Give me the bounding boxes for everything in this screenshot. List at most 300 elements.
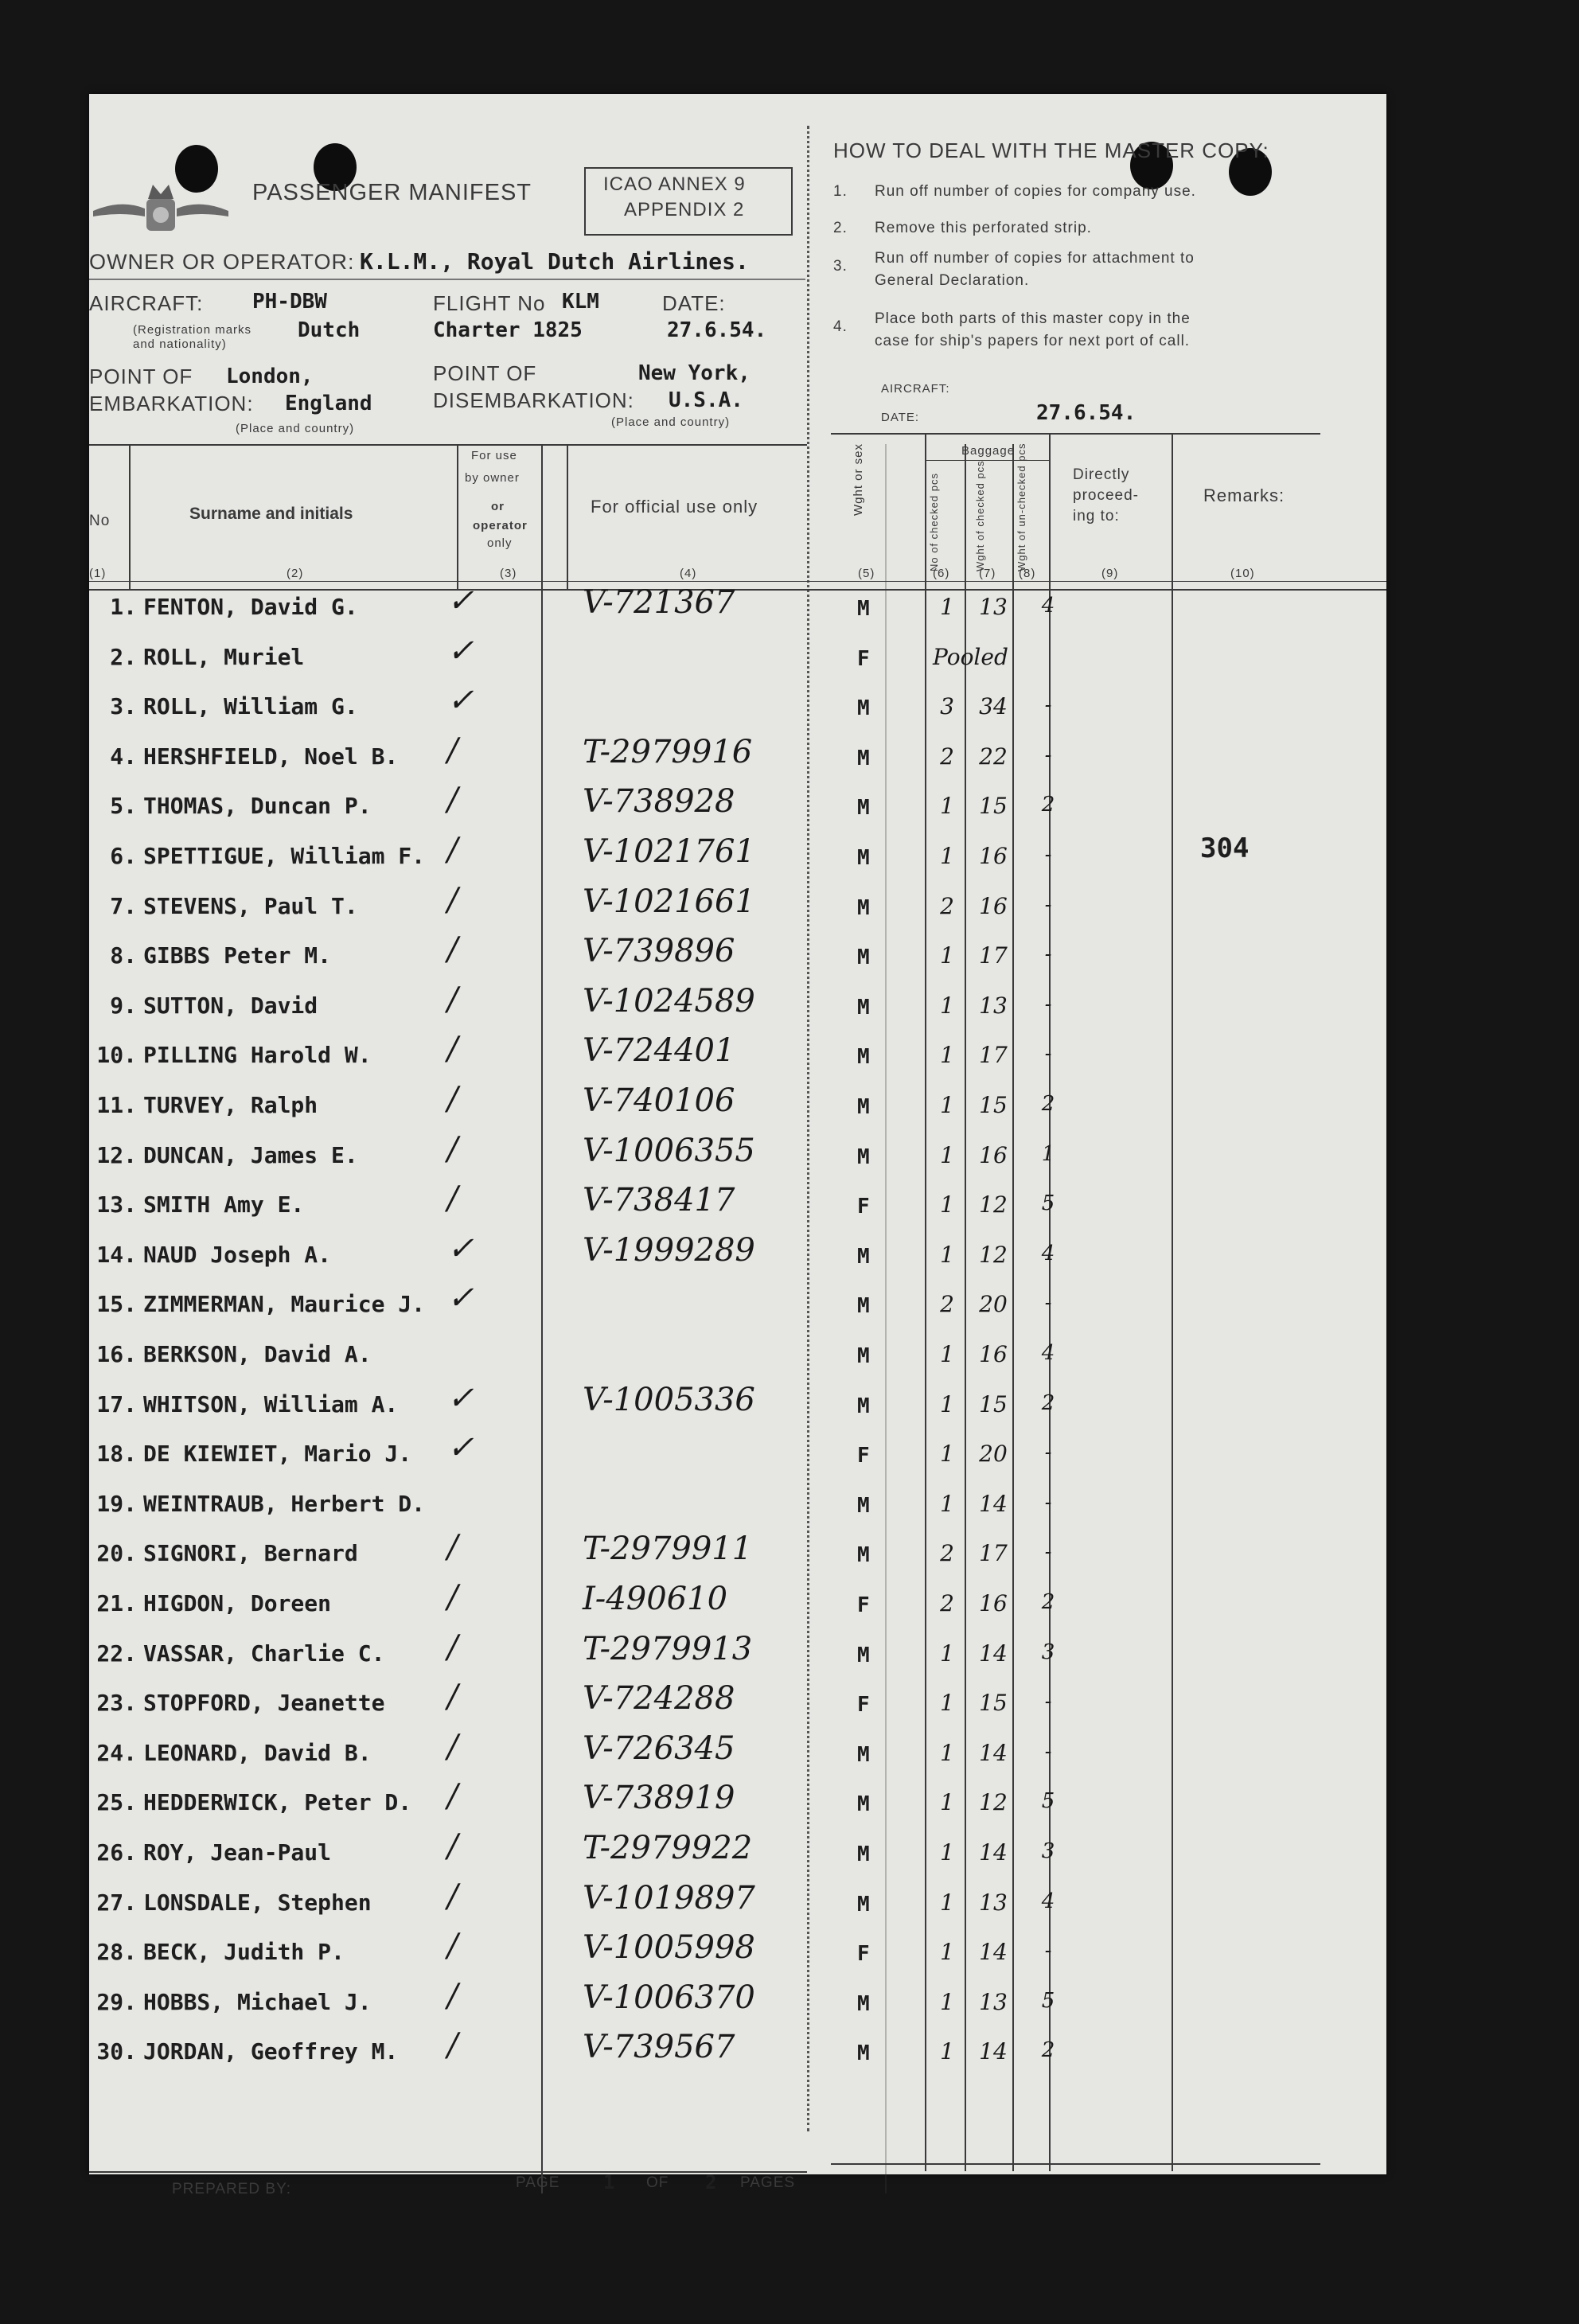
instruction-text: Place both parts of this master copy in the [875,310,1191,327]
unchecked-weight: 5 [1041,1789,1055,1814]
checked-weight: 13 [979,594,1008,620]
disembark-label: POINT OF [433,361,537,385]
page-number: 1 [603,2171,615,2193]
table-row [89,1679,1386,1739]
row-number: 30. [96,2038,137,2065]
passenger-sex: F [857,1942,870,1967]
checked-pieces: 1 [940,1042,954,1069]
table-row [89,1031,1386,1091]
checked-pieces: Pooled [933,643,1008,670]
row-number: 25. [96,1789,137,1816]
table-row [89,1529,1386,1589]
col-num-7: (7) [979,567,996,580]
row-number: 29. [96,1988,137,2015]
check-mark: ✓ [447,1379,474,1417]
row-number: 9. [110,992,137,1019]
unchecked-weight: 4 [1041,594,1055,618]
col-num-10: (10) [1230,567,1255,580]
checked-pieces: 1 [940,1789,954,1816]
unchecked-weight: - [1044,1939,1052,1963]
embark-place-note: (Place and country) [236,422,355,435]
checked-weight: 34 [979,693,1008,720]
instruction-text: Remove this perforated strip. [875,220,1092,236]
checked-pieces: 2 [940,892,954,919]
row-number: 16. [96,1341,137,1367]
table-row [89,731,1386,793]
unchecked-weight: - [1044,892,1052,917]
row-number: 23. [96,1690,137,1717]
icao-appendix: APPENDIX 2 [624,199,745,220]
col-num-1: (1) [89,567,107,580]
col-baggage: Baggage [961,444,1016,458]
passenger-name: ROLL, William G. [143,693,358,720]
passenger-sex: M [857,1543,870,1568]
checked-weight: 14 [979,1939,1008,1966]
checked-weight: 14 [979,1490,1008,1517]
ticket-number: V-740106 [583,1082,735,1119]
passenger-name: SPETTIGUE, William F. [143,843,426,869]
checked-weight: 14 [979,2038,1008,2065]
passenger-name: BERKSON, David A. [143,1341,372,1367]
ticket-number: V-1999289 [583,1231,755,1269]
checked-weight: 15 [979,1092,1008,1118]
page-total: 2 [705,2171,717,2193]
ticket-number: V-1005998 [583,1929,755,1967]
checked-weight: 13 [979,992,1008,1019]
col-num-5: (5) [858,567,875,580]
row-number: 13. [96,1191,137,1219]
ticket-number: V-724401 [583,1032,735,1070]
check-mark: / [447,1728,458,1765]
checked-weight: 12 [979,1191,1008,1219]
table-row [89,1130,1386,1191]
passenger-sex: M [857,895,870,920]
passenger-sex: M [857,2041,870,2066]
checked-pieces: 3 [940,693,954,720]
checked-weight: 13 [979,1889,1008,1916]
ticket-number: V-724288 [583,1680,735,1718]
passenger-name: THOMAS, Duncan P. [143,793,372,820]
right-aircraft-label: AIRCRAFT: [881,382,950,396]
check-mark: ✓ [447,1429,474,1467]
passenger-name: LONSDALE, Stephen [143,1889,372,1916]
checked-pieces: 1 [940,793,954,820]
checked-weight: 12 [979,1789,1008,1816]
ticket-number: V-739896 [583,933,735,970]
unchecked-weight: - [1044,992,1052,1016]
icao-box [584,167,793,236]
check-mark: / [447,2027,458,2065]
row-number: 20. [96,1540,137,1567]
ticket-number: V-721367 [583,584,735,621]
col-sex: Wght or sex [852,443,865,516]
embark-label: POINT OF [89,365,193,388]
disembark-place-note: (Place and country) [611,415,731,429]
checked-pieces: 1 [940,1640,954,1667]
col-owner-use-5: only [487,536,513,550]
passenger-name: LEONARD, David B. [143,1739,372,1766]
passenger-name: JORDAN, Geoffrey M. [143,2038,399,2065]
instruction-text: General Declaration. [875,272,1030,289]
passenger-name: DE KIEWIET, Mario J. [143,1441,412,1468]
check-mark: / [447,881,458,918]
passenger-sex: M [857,1394,870,1418]
col-num-9: (9) [1101,567,1119,580]
ticket-number: V-1006355 [583,1132,755,1169]
checked-weight: 22 [979,743,1008,770]
checked-pieces: 1 [940,1839,954,1866]
checked-weight: 14 [979,1739,1008,1766]
ticket-number: V-739567 [583,2029,735,2066]
ticket-number: T-2979922 [583,1830,753,1866]
icao-annex: ICAO ANNEX 9 [603,174,746,195]
passenger-sex: M [857,696,870,721]
passenger-sex: M [857,1643,870,1667]
unchecked-weight: - [1044,693,1052,718]
passenger-name: STEVENS, Paul T. [143,892,358,919]
unchecked-weight: 1 [1041,1141,1055,1166]
ticket-number: V-1021661 [583,883,755,920]
checked-weight: 16 [979,843,1008,869]
passenger-name: SMITH Amy E. [143,1191,305,1219]
unchecked-weight: - [1044,843,1052,867]
ticket-number: V-738919 [583,1780,735,1817]
passenger-sex: M [857,846,870,870]
prepared-by-label: PREPARED BY: [172,2181,291,2197]
passenger-name: BECK, Judith P. [143,1939,345,1966]
unchecked-weight: 3 [1041,1839,1055,1863]
check-mark: / [447,731,458,769]
manifest-sheet [89,94,1386,2197]
row-number: 10. [96,1042,137,1069]
passenger-name: WEINTRAUB, Herbert D. [143,1490,426,1517]
row-number: 6. [110,843,137,869]
passenger-name: SUTTON, David [143,992,318,1019]
registration-note: (Registration marks [133,323,252,337]
unchecked-weight: 2 [1041,1092,1055,1116]
check-mark: ✓ [447,1280,474,1317]
table-row [89,1628,1386,1690]
nationality-note: and nationality) [133,337,227,351]
unchecked-weight: 4 [1041,1889,1055,1913]
passenger-name: HERSHFIELD, Noel B. [143,743,399,770]
passenger-name: VASSAR, Charlie C. [143,1640,385,1667]
checked-pieces: 1 [940,843,954,869]
page-label: PAGE [516,2174,560,2191]
instructions-heading: HOW TO DEAL WITH THE MASTER COPY: [833,138,1269,162]
checked-pieces: 1 [940,2038,954,2065]
check-mark: / [447,931,458,969]
row-number: 1. [110,594,137,620]
unchecked-weight: 4 [1041,1341,1055,1365]
passenger-sex: M [857,1842,870,1866]
passenger-sex: M [857,1144,870,1169]
passenger-name: DUNCAN, James E. [143,1141,358,1168]
passenger-name: ROY, Jean-Paul [143,1839,332,1866]
ticket-number: V-738928 [583,783,735,821]
passenger-sex: M [857,1493,870,1518]
unchecked-weight: 2 [1041,1590,1055,1614]
passenger-sex: M [857,746,870,770]
unchecked-weight: - [1044,1540,1052,1565]
passenger-name: STOPFORD, Jeanette [143,1690,385,1717]
row-number: 26. [96,1839,137,1866]
check-mark: / [447,1031,458,1068]
col-owner-use-4: operator [473,519,528,532]
table-row [89,1977,1386,2038]
aircraft-label: AIRCRAFT: [89,291,204,315]
checked-pieces: 1 [940,1092,954,1118]
instruction-num: 3. [833,258,848,275]
passenger-sex: M [857,796,870,821]
row-number: 18. [96,1441,137,1468]
passenger-name: SIGNORI, Bernard [143,1540,358,1567]
ticket-number: V-1024589 [583,982,755,1020]
klm-crown-logo-icon [89,167,232,263]
table-row [89,1280,1386,1340]
checked-pieces: 1 [940,1988,954,2015]
ticket-number: V-726345 [583,1729,735,1767]
passenger-sex: M [857,1244,870,1269]
instruction-num: 2. [833,220,848,236]
passenger-name: TURVEY, Ralph [143,1092,318,1118]
checked-pieces: 1 [940,1490,954,1517]
unchecked-weight: - [1044,1690,1052,1714]
row-number: 7. [110,892,137,919]
checked-pieces: 1 [940,942,954,969]
passenger-sex: M [857,1991,870,2016]
checked-pieces: 1 [940,1390,954,1417]
passenger-sex: M [857,1792,870,1817]
unchecked-weight: - [1044,1490,1052,1515]
check-mark: / [447,1081,458,1117]
instruction-text: Run off number of copies for attachment to [875,250,1195,267]
passenger-sex: F [857,1593,870,1617]
checked-weight: 12 [979,1241,1008,1268]
col-remarks: Remarks: [1203,485,1285,505]
passenger-sex: M [857,1892,870,1917]
row-number: 27. [96,1889,137,1916]
date-value: 27.6.54. [667,318,767,342]
check-mark: / [447,1579,458,1616]
checked-weight: 16 [979,892,1008,919]
ticket-number: T-2979916 [583,733,753,770]
unchecked-weight: - [1044,743,1052,767]
checked-weight: 17 [979,1540,1008,1567]
checked-weight: 17 [979,1042,1008,1069]
col-num-4: (4) [680,567,697,580]
passenger-sex: M [857,1344,870,1368]
passenger-name: NAUD Joseph A. [143,1241,332,1268]
checked-weight: 16 [979,1341,1008,1367]
checked-pieces: 1 [940,1191,954,1219]
unchecked-weight: - [1044,942,1052,967]
unchecked-weight: 5 [1041,1988,1055,2013]
checked-pieces: 1 [940,1889,954,1916]
passenger-name: HIGDON, Doreen [143,1590,332,1616]
ticket-number: T-2979913 [583,1630,753,1667]
checked-weight: 17 [979,942,1008,969]
col-owner-use: For use [471,449,517,462]
ticket-number: V-1005336 [583,1381,755,1418]
col-no: No [89,513,111,529]
aircraft-value: PH-DBW [252,290,327,314]
check-mark: / [447,1778,458,1815]
check-mark: / [447,832,458,868]
row-number: 19. [96,1490,137,1517]
flight-label: FLIGHT No [433,291,546,315]
unchecked-weight: 4 [1041,1241,1055,1265]
row-number: 12. [96,1141,137,1168]
passenger-sex: F [857,1693,870,1718]
checked-weight: 20 [979,1441,1008,1468]
checked-pieces: 1 [940,992,954,1019]
col-directly-2: proceed- [1073,487,1139,504]
form-title: PASSENGER MANIFEST [252,180,532,205]
check-mark: / [447,782,458,819]
check-mark: ✓ [447,632,474,669]
instruction-text: case for ship's papers for next port of call. [875,333,1191,349]
owner-value: K.L.M., Royal Dutch Airlines. [360,248,749,275]
passenger-sex: M [857,946,870,970]
passenger-name: PILLING Harold W. [143,1042,372,1069]
checked-weight: 16 [979,1141,1008,1168]
passenger-sex: M [857,1045,870,1070]
passenger-sex: M [857,1095,870,1119]
owner-label: OWNER OR OPERATOR: [89,250,355,274]
col-surname: Surname and initials [189,505,353,523]
check-mark: / [447,1878,458,1915]
checked-pieces: 2 [940,1291,954,1318]
checked-weight: 13 [979,1988,1008,2015]
col-num-6: (6) [933,567,950,580]
check-mark: ✓ [447,1230,474,1267]
checked-pieces: 1 [940,1141,954,1168]
pages-label: PAGES [740,2174,796,2191]
unchecked-weight: 3 [1041,1640,1055,1664]
passenger-name: ROLL, Muriel [143,643,305,670]
instruction-num: 1. [833,183,848,200]
table-row [89,1429,1386,1490]
col-directly: Directly [1073,466,1130,483]
unchecked-weight: 5 [1041,1191,1055,1216]
col-unchecked: Wght of un-checked pcs [1016,443,1027,571]
col-checked-pcs: No of checked pcs [928,473,940,571]
passenger-sex: F [857,1444,870,1468]
unchecked-weight: - [1044,1291,1052,1316]
embark-label-2: EMBARKATION: [89,392,254,415]
passenger-sex: M [857,1742,870,1767]
instruction-text: Run off number of copies for company use. [875,183,1196,200]
unchecked-weight: 2 [1041,1390,1055,1415]
instruction-num: 4. [833,318,848,335]
passenger-name: GIBBS Peter M. [143,942,332,969]
checked-pieces: 1 [940,1441,954,1468]
check-mark: / [447,1180,458,1218]
passenger-name: WHITSON, William A. [143,1390,399,1417]
row-number: 24. [96,1739,137,1766]
checked-weight: 15 [979,1690,1008,1717]
table-row [89,981,1386,1042]
table-row [89,1230,1386,1291]
passenger-sex: M [857,597,870,621]
checked-weight: 20 [979,1291,1008,1318]
passenger-name: ZIMMERMAN, Maurice J. [143,1291,426,1318]
ticket-number: V-738417 [583,1182,735,1219]
charter-value: Charter 1825 [433,318,583,342]
passenger-sex: M [857,995,870,1020]
row-number: 11. [96,1092,137,1118]
disembark-city: New York, [638,361,751,385]
table-row [89,881,1386,942]
checked-weight: 14 [979,1839,1008,1866]
passenger-name: HEDDERWICK, Peter D. [143,1789,412,1816]
checked-pieces: 2 [940,1540,954,1567]
table-row [89,2027,1386,2088]
col-num-8: (8) [1019,567,1036,580]
ticket-number: T-2979911 [583,1530,753,1568]
ticket-number: I-490610 [583,1581,728,1617]
check-mark: / [447,981,458,1018]
check-mark: / [447,1130,458,1168]
col-official: For official use only [591,497,758,517]
unchecked-weight: 2 [1041,2038,1055,2063]
checked-pieces: 1 [940,594,954,620]
checked-weight: 15 [979,1390,1008,1417]
row-number: 21. [96,1590,137,1616]
checked-pieces: 1 [940,1341,954,1367]
of-label: OF [646,2174,669,2191]
passenger-sex: F [857,1195,870,1219]
right-date-value: 27.6.54. [1036,401,1136,425]
col-wght-checked: Wght of checked pcs [974,460,986,571]
row-number: 5. [110,793,137,820]
row-number: 2. [110,643,137,670]
remarks-number: 304 [1200,833,1250,864]
col-num-2: (2) [287,567,304,580]
ticket-number: V-1019897 [583,1879,755,1917]
check-mark: ✓ [447,583,474,619]
unchecked-weight: 2 [1041,793,1055,817]
checked-pieces: 1 [940,1690,954,1717]
unchecked-weight: - [1044,1042,1052,1066]
ticket-number: V-1021761 [583,833,755,870]
check-mark: / [447,1828,458,1865]
checked-pieces: 1 [940,1939,954,1966]
row-number: 8. [110,942,137,969]
checked-pieces: 1 [940,1739,954,1766]
checked-weight: 14 [979,1640,1008,1667]
passenger-name: FENTON, David G. [143,594,358,620]
checked-pieces: 2 [940,1590,954,1616]
embark-city: London, [226,365,314,388]
right-date-label: DATE: [881,411,920,424]
unchecked-weight: - [1044,1441,1052,1465]
check-mark: ✓ [447,682,474,719]
row-number: 22. [96,1640,137,1667]
table-row [89,1379,1386,1441]
disembark-country: U.S.A. [669,388,743,412]
check-mark: / [447,1679,458,1716]
row-number: 4. [110,743,137,770]
unchecked-weight: - [1044,1739,1052,1764]
checked-weight: 16 [979,1590,1008,1616]
col-directly-3: ing to: [1073,508,1120,524]
ticket-number: V-1006370 [583,1979,755,2016]
table-row [89,632,1386,693]
passenger-sex: M [857,1294,870,1319]
disembark-label-2: DISEMBARKATION: [433,388,634,412]
